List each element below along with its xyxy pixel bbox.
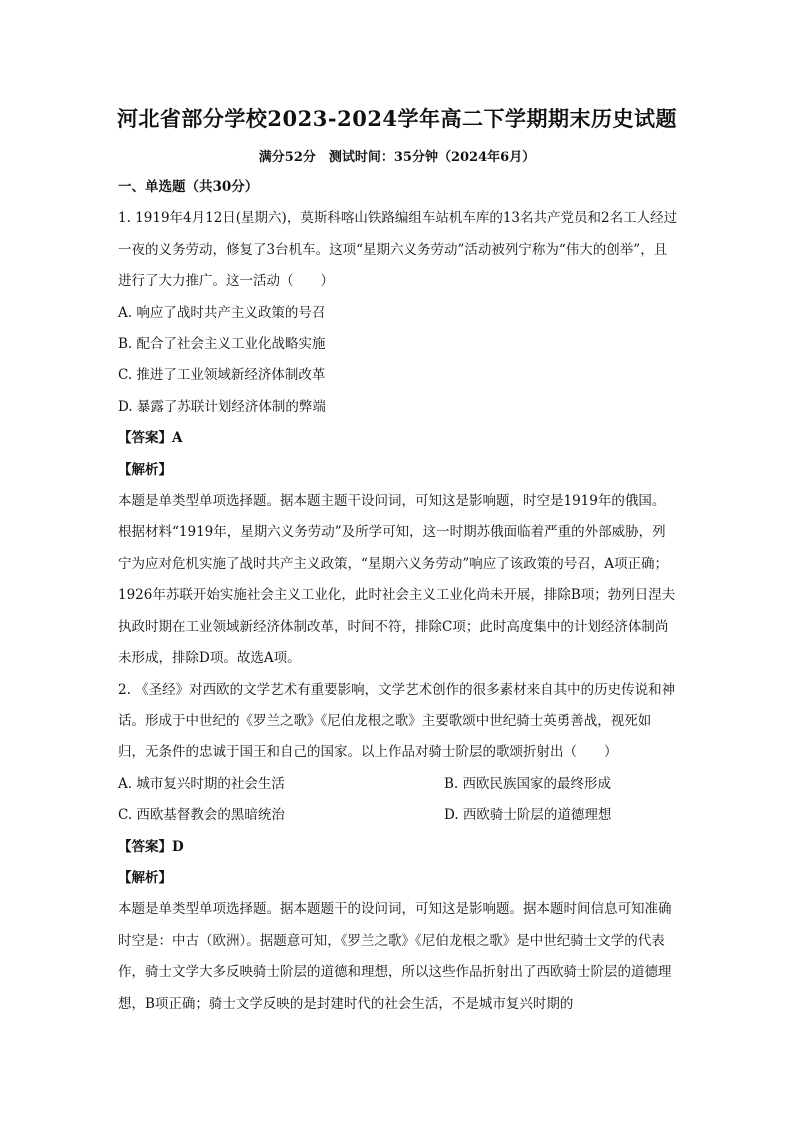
question-2-stem: 2. 《圣经》对西欧的文学艺术有重要影响，文学艺术创作的很多素材来自其中的历史传说和神话。形成于中世纪的《罗兰之歌》《尼伯龙根之歌》主要歌颂中世纪骑士英勇善战，视死如归，无条件的忠诚于国王和自己的国家。以上作品对骑士阶层的歌颂折射出（ ） <box>118 681 676 761</box>
question-2-options-row-1 <box>118 769 678 800</box>
question-1-stem: 1. 1919年4月12日(星期六)，莫斯科喀山铁路编组车站机车库的13名共产党员和2名工人经过一夜的义务劳动，修复了3台机车。这项“星期六义务劳动”活动被列宁称为“伟大的创举”，且进行了大力推广。这一活动（ ） <box>118 210 678 290</box>
document-body <box>118 172 678 1020</box>
question-2-analysis: 本题是单类型单项选择题。据本题题干的设问词，可知这是影响题。据本题时间信息可知准确时空是：中古（欧洲）。据题意可知，《罗兰之歌》《尼伯龙根之歌》是中世纪骑士文学的代表作，骑士文学大多反映骑士阶层的道德和理想，所以这些作品折射出了西欧骑士阶层的道德理想，B项正确；骑士文学反映的是封建时代的社会生活，不是城市复兴时期的 <box>118 901 672 1012</box>
question-1-option-d: D. 暴露了苏联计划经济体制的弊端 <box>118 398 326 415</box>
question-1-answer: 【答案】A <box>118 430 183 447</box>
section-heading: 一、单选题（共30分） <box>118 179 259 195</box>
question-1-option-b: B. 配合了社会主义工业化战略实施 <box>118 336 326 353</box>
question-2-option-a: A. 城市复兴时期的社会生活 <box>118 775 285 792</box>
question-1-option-a: A. 响应了战时共产主义政策的号召 <box>118 304 326 321</box>
page-title: 河北省部分学校2023-2024学年高二下学期期末历史试题 <box>116 106 678 131</box>
question-2-option-b: B. 西欧民族国家的最终形成 <box>444 775 612 792</box>
question-1-analysis-label: 【解析】 <box>118 461 172 478</box>
question-1-option-c: C. 推进了工业领域新经济体制改革 <box>118 367 326 384</box>
exam-info: 满分52分 测试时间：35分钟（2024年6月） <box>258 150 536 165</box>
question-2-option-c: C. 西欧基督教会的黑暗统治 <box>118 807 285 824</box>
question-2-options-row-2 <box>118 800 678 831</box>
question-2-option-d: D. 西欧骑士阶层的道德理想 <box>444 807 612 824</box>
question-2-analysis-label: 【解析】 <box>118 869 172 886</box>
question-2-answer: 【答案】D <box>118 838 184 855</box>
question-1-analysis: 本题是单类型单项选择题。据本题主题干设问词，可知这是影响题，时空是1919年的俄国。根据材料“1919年，星期六义务劳动”及所学可知，这一时期苏俄面临着严重的外部威胁，列宁为应对危机实施了战时共产主义政策，“星期六义务劳动”响应了该政策的号召，A项正确；1926年苏联开始实施社会主义工业化，此时社会主义工业化尚未开展，排除B项；勃列日涅夫执政时期在工业领域新经济体制改革，时间不符，排除C项；此时高度集中的计划经济体制尚未形成，排除D项。故选A项。 <box>118 493 676 667</box>
